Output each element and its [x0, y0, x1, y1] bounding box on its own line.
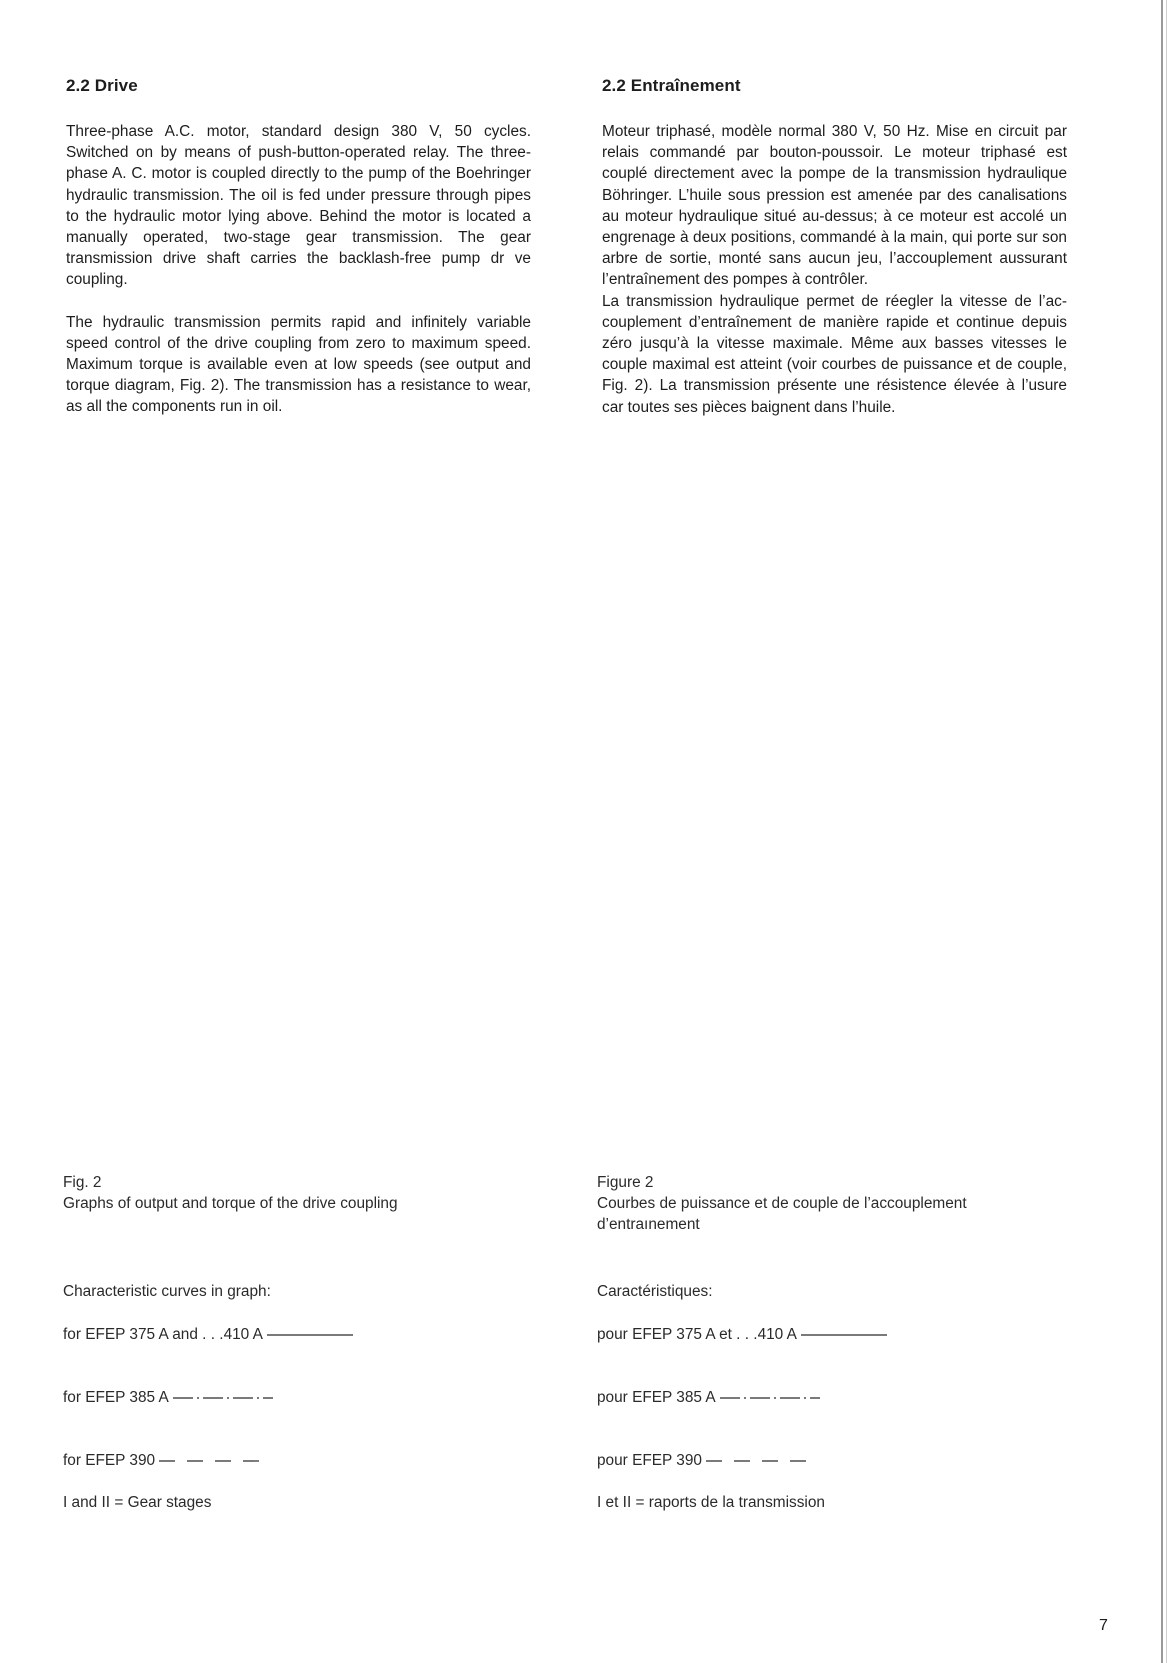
french-paragraph-2: La transmission hydraulique permet de réegler la vitesse de l’accouplement d’entraînement de manière rapide et continue depuis zéro jusqu’à la vitesse maximale. Même aux basses vitesses le couple maximal est atteint (voir courbes de puissance et de couple, Fig. 2). La transmission présente une résistence élevée à l’usure car toutes ses pièces baignent dans l’huile.: [602, 292, 1067, 416]
page-edge-rule: [1161, 0, 1163, 1663]
english-body: [66, 121, 531, 418]
french-paragraph-1: Moteur triphasé, modèle normal 380 V, 50 Hz. Mise en circuit par relais commandé par bouton-poussoir. Le moteur triphasé est couplé directement avec la pompe de la transmission hydraulique Böhringer. L’huile sous pression est amenée par des canalisations au moteur hydraulique situé au-dessus; à ce moteur est accolé un engrenage à deux positions, commandé à la main, qui porte sur son arbre de sortie, monté sans aucun jeu, l’accouplement aussurant l’entraînement des pompes à contrôler.: [602, 123, 1067, 289]
dashed-line-sample: [706, 1458, 812, 1464]
solid-line-sample: [267, 1332, 353, 1338]
legend-label: pour EFEP 375 A et . . .410 A: [597, 1326, 797, 1343]
english-heading: 2.2 Drive: [66, 76, 138, 95]
french-legend-item-dashdot: [597, 1389, 820, 1407]
french-legend-item-dashed: [597, 1452, 812, 1470]
french-figure-label: Figure 2: [597, 1174, 654, 1191]
french-legend-item-solid: [597, 1326, 887, 1344]
legend-label: for EFEP 390: [63, 1452, 156, 1469]
legend-label: for EFEP 375 A and . . .410 A: [63, 1326, 263, 1343]
english-legend-item-dashdot: [63, 1389, 273, 1407]
legend-label: pour EFEP 390: [597, 1452, 702, 1469]
english-paragraph-2: The hydraulic transmission permits rapid and infinitely variable speed control of the drive coupling from zero to maximum speed. Maximum torque is available even at low speeds (see output and torque diagram, Fig. 2). The transmission has a resistance to wear, as all the components run in oil.: [66, 313, 531, 416]
french-heading: 2.2 Entraînement: [602, 76, 741, 95]
english-gear-note: I and II = Gear stages: [63, 1494, 212, 1511]
page-number: 7: [1099, 1617, 1108, 1634]
english-curves-intro: Characteristic curves in graph:: [63, 1283, 271, 1300]
english-paragraph-1: Three-phase A.C. motor, standard design 380 V, 50 cycles. Switched on by means of push-button-operated relay. The three-phase A. C. motor is coupled directly to the pump of the Boehringer hydraulic transmission. The oil is fed under pressure through pipes to the hydraulic motor lying above. Behind the motor is located a manually operated, two-stage gear transmission. The gear transmission drive shaft carries the backlash-free pump dr ve coupling.: [66, 123, 531, 289]
french-figure-caption: [597, 1172, 967, 1235]
dashdot-line-sample: [173, 1395, 273, 1401]
english-legend-item-dashed: [63, 1452, 265, 1470]
french-curves-intro: Caractéristiques:: [597, 1283, 713, 1300]
french-figure-title-line-2: d’entraınement: [597, 1216, 700, 1233]
legend-label: for EFEP 385 A: [63, 1389, 169, 1406]
english-figure-title: Graphs of output and torque of the drive coupling: [63, 1195, 398, 1212]
english-figure-label: Fig. 2: [63, 1174, 102, 1191]
english-legend-item-solid: [63, 1326, 353, 1344]
solid-line-sample: [801, 1332, 887, 1338]
french-gear-note: I et II = raports de la transmission: [597, 1494, 825, 1511]
french-body: [602, 121, 1067, 418]
page-edge-rule-inner: [1166, 0, 1167, 1663]
legend-label: pour EFEP 385 A: [597, 1389, 716, 1406]
dashed-line-sample: [159, 1458, 265, 1464]
dashdot-line-sample: [720, 1395, 820, 1401]
english-figure-caption: [63, 1172, 398, 1214]
french-figure-title-line-1: Courbes de puissance et de couple de l’accouplement: [597, 1195, 967, 1212]
